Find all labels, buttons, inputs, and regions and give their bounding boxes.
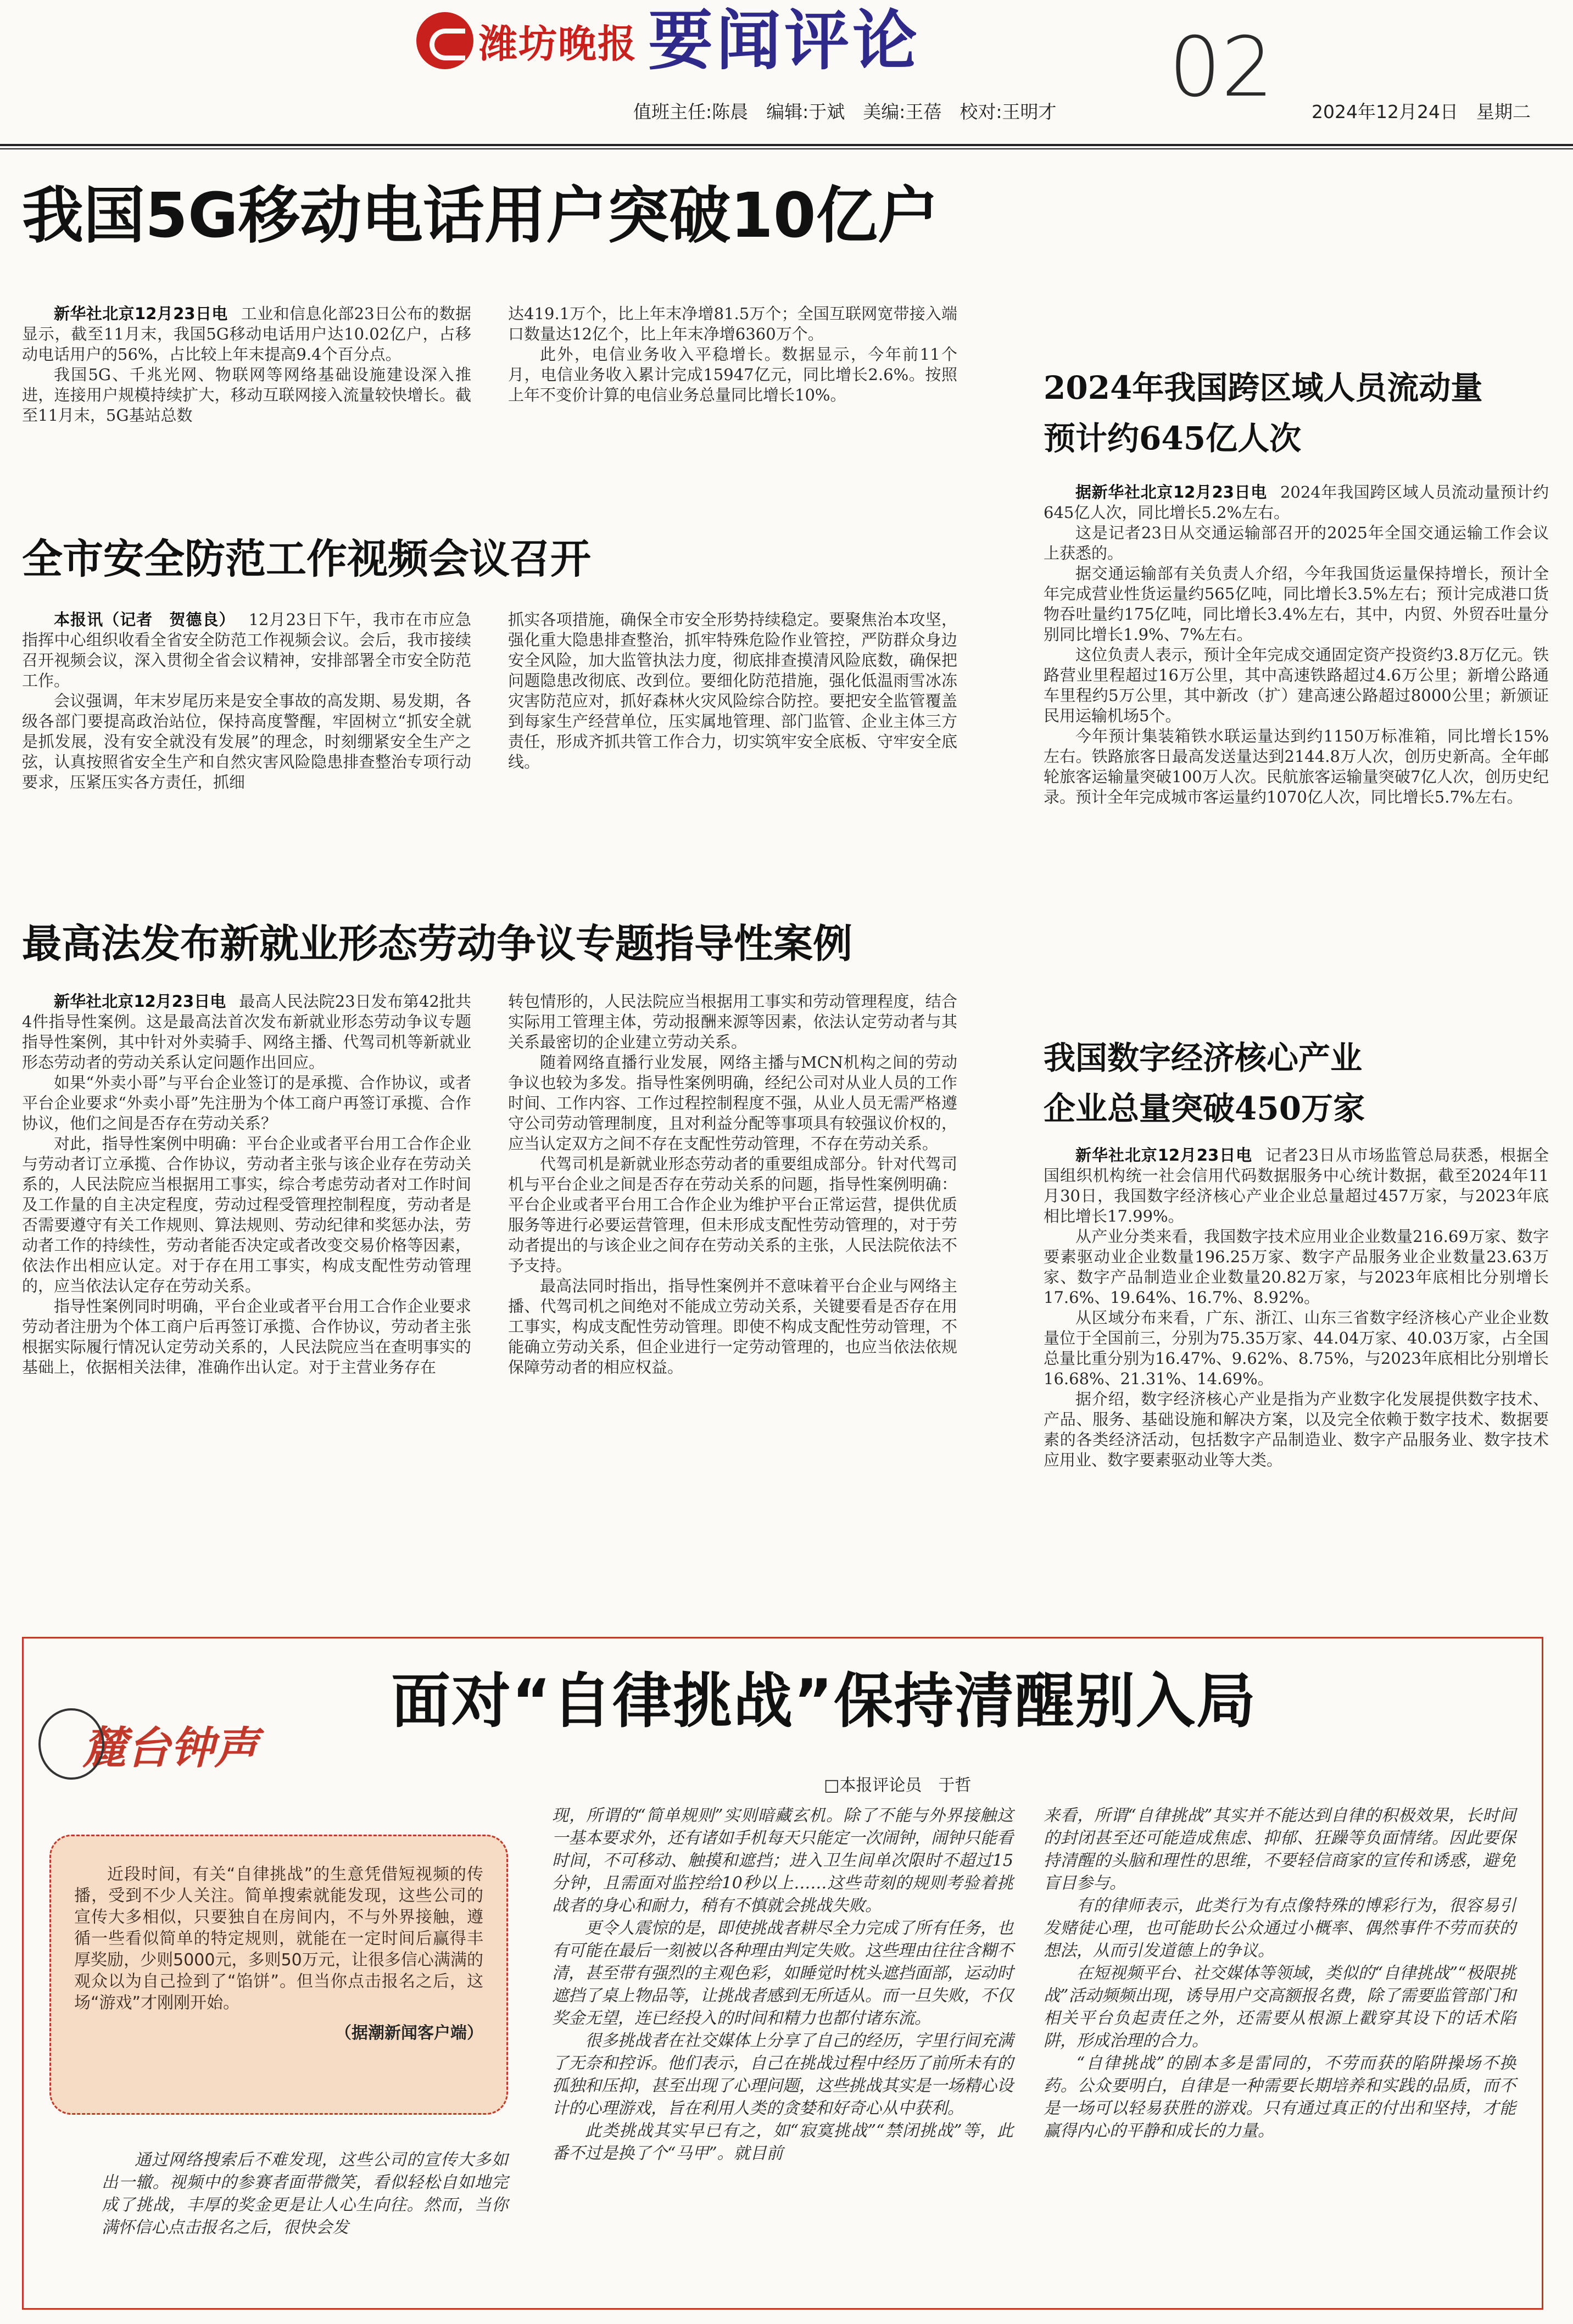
paragraph: 达419.1万个，比上年末净增81.5万个；全国互联网宽带接入端口数量达12亿个，比上年末净增6360万个。 <box>508 304 957 343</box>
paragraph: 本报讯（记者 贺德良） 12月23日下午，我市在市应急指挥中心组织收看全省安全防范工作视频会议。会后，我市接续召开视频会议，深入贯彻全省会议精神，安排部署全市安全防范工作。 <box>22 610 471 690</box>
article-safety-col2 <box>508 610 957 772</box>
paragraph: 指导性案例同时明确，平台企业或者平台用工合作企业要求劳动者注册为个体工商户后再签订承揽、合作协议，劳动者主张根据实际履行情况认定劳动关系的，人民法院应当在查明事实的基础上，依据相关法律，准确作出认定。对于主营业务存在 <box>22 1297 471 1376</box>
headline-digital <box>1044 1033 1365 1134</box>
dateline: 新华社北京12月23日电 <box>1075 1146 1253 1164</box>
headline-5g: 我国5G移动电话用户突破10亿户 <box>22 180 939 252</box>
paragraph: 如果“外卖小哥”与平台企业签订的是承揽、合作协议，或者平台企业要求“外卖小哥”先注册为个体工商户再签订承揽、合作协议，他们之间是否存在劳动关系？ <box>22 1073 471 1133</box>
paragraph: “自律挑战”的剧本多是雷同的，不劳而获的陷阱操场不换药。公众要明白，自律是一种需要长期培养和实践的品质，而不是一场可以轻易获胜的游戏。只有通过真正的付出和坚持，才能赢得内心的平静和成长的力量。 <box>1044 2054 1516 2141</box>
paragraph: 最高法同时指出，指导性案例并不意味着平台企业与网络主播、代驾司机之间绝对不能成立劳动关系，关键要看是否存在用工事实，构成支配性劳动管理。即使不构成支配性劳动管理，不能确立劳动关系，但企业进行一定劳动管理的，也应当依法依规保障劳动者的相应权益。 <box>508 1277 957 1376</box>
article-5g-col1 <box>22 304 471 426</box>
paragraph: 随着网络直播行业发展，网络主播与MCN机构之间的劳动争议也较为多发。指导性案例明确，经纪公司对从业人员的工作时间、工作内容、工作过程控制程度不强，从业人员无需严格遵守公司劳动管理制度，且对利益分配等事项具有较强议价权的，应当认定双方之间不存在支配性劳动管理，不存在劳动关系。 <box>508 1053 957 1153</box>
logo-mark-icon <box>416 12 473 69</box>
paragraph: 来看，所谓“自律挑战”其实并不能达到自律的积极效果，长时间的封闭甚至还可能造成焦虑、抑郁、狂躁等负面情绪。因此要保持清醒的头脑和理性的思维，不要轻信商家的宣传和诱惑，避免盲目参与。 <box>1044 1806 1516 1893</box>
headline-line: 我国数字经济核心产业 <box>1044 1039 1363 1077</box>
paragraph: 对此，指导性案例中明确：平台企业或者平台用工合作企业与劳动者订立承揽、合作协议，劳动者主张与该企业存在劳动关系的，人民法院应当根据用工事实，综合考虑劳动者对工作时间及工作量的自主决定程度，劳动过程受管理控制程度，劳动者是否需要遵守有关工作规则、算法规则、劳动纪律和奖惩办法，劳动者工作的持续性，劳动者能否决定或者改变交易价格等因素，依法作出相应认定。对于存在用工事实，构成支配性劳动管理的，应当依法认定存在劳动关系。 <box>22 1134 471 1295</box>
commentary-col1 <box>102 2149 508 2239</box>
headline-line: 企业总量突破450万家 <box>1044 1090 1365 1127</box>
staff-credits: 值班主任:陈晨 编辑:于斌 美编:王蓓 校对:王明才 <box>633 101 1057 122</box>
article-travel-body <box>1044 482 1549 807</box>
headline-commentary: 面对“自律挑战”保持清醒别入局 <box>391 1667 1257 1736</box>
paragraph: 现，所谓的“简单规则”实则暗藏玄机。除了不能与外界接触这一基本要求外，还有诸如手机每天只能定一次闹钟，闹钟只能看时间，不可移动、触摸和遮挡；进入卫生间单次限时不超过15分钟，且需面对监控给10秒以上……这些苛刻的规则考验着挑战者的身心和耐力，稍有不慎就会挑战失败。 <box>552 1806 1013 1915</box>
quote-text: 近段时间，有关“自律挑战”的生意凭借短视频的传播，受到不少人关注。简单搜索就能发现，这些公司的宣传大多相似，只要独自在房间内，不与外界接触，遵循一些看似简单的特定规则，就能在一定时间后赢得丰厚奖励，少则5000元，多则50万元，让很多信心满满的观众以为自己捡到了“馅饼”。但当你点击报名之后，这场“游戏”才刚刚开始。 <box>74 1865 483 2013</box>
headline-line: 2024年我国跨区域人员流动量 <box>1044 369 1483 406</box>
page-number: 02 <box>1169 20 1274 115</box>
paragraph: 有的律师表示，此类行为有点像特殊的博彩行为，很容易引发赌徒心理，也可能助长公众通过小概率、偶然事件不劳而获的想法，从而引发道德上的争议。 <box>1044 1896 1516 1960</box>
paragraph: 今年预计集装箱铁水联运量达到约1150万标准箱，同比增长15%左右。铁路旅客日最高发送量达到2144.8万人次，创历史新高。全年邮轮旅客运输量突破100万人次。民航旅客运输量突破7亿人次，创历史纪录。预计全年完成城市客运量约1070亿人次，同比增长5.7%左右。 <box>1044 727 1549 806</box>
issue-date: 2024年12月24日 星期二 <box>1312 101 1531 122</box>
section-title: 要闻评论 <box>648 2 921 79</box>
header-rule <box>0 144 1573 146</box>
paragraph: 从区域分布来看，广东、浙江、山东三省数字经济核心产业企业数量位于全国前三，分别为75.35万家、44.04万家、40.03万家，占全国总量比重分别为16.47%、9.62%、8.75%，与2023年底相比分别增长16.68%、21.31%、14.69%。 <box>1044 1308 1549 1388</box>
dateline: 新华社北京12月23日电 <box>54 992 226 1011</box>
dateline: 本报讯（记者 贺德良） <box>54 610 236 629</box>
paragraph: 新华社北京12月23日电 工业和信息化部23日公布的数据显示，截至11月末，我国5G移动电话用户达10.02亿户，占移动电话用户的56%，占比较上年末提高9.4个百分点。 <box>22 304 471 364</box>
headline-court: 最高法发布新就业形态劳动争议专题指导性案例 <box>22 921 853 967</box>
headline-safety: 全市安全防范工作视频会议召开 <box>22 536 591 583</box>
paragraph: 更令人震惊的是，即使挑战者耕尽全力完成了所有任务，也有可能在最后一刻被以各种理由判定失败。这些理由往往含糊不清，甚至带有强烈的主观色彩，如睡觉时枕头遮挡面部，运动时遮挡了桌上物品等，让挑战者感到无所适从。而一旦失败，不仅奖金无望，连已经投入的时间和精力也都付诸东流。 <box>552 1919 1013 2028</box>
paragraph: 这是记者23日从交通运输部召开的2025年全国交通运输工作会议上获悉的。 <box>1044 523 1549 562</box>
logo-text: 潍坊晚报 <box>479 21 637 66</box>
paragraph: 此类挑战其实早已有之，如“寂寞挑战”“禁闭挑战”等，此番不过是换了个“马甲”。就目前 <box>552 2121 1013 2163</box>
paragraph: 据介绍，数字经济核心产业是指为产业数字化发展提供数字技术、产品、服务、基础设施和解决方案，以及完全依赖于数字技术、数据要素的各类经济活动，包括数字产品制造业、数字产品服务业、数字技术应用业、数字要素驱动业等大类。 <box>1044 1390 1549 1469</box>
newspaper-logo <box>416 4 637 77</box>
paragraph: 转包情形的，人民法院应当根据用工事实和劳动管理程度，结合实际用工管理主体，劳动报酬来源等因素，依法认定劳动者与其关系最密切的企业建立劳动关系。 <box>508 992 957 1051</box>
paragraph: 据新华社北京12月23日电 2024年我国跨区域人员流动量预计约645亿人次，同比增长5.2%左右。 <box>1044 483 1549 522</box>
paragraph: 据交通运输部有关负责人介绍，今年我国货运量保持增长，预计全年完成营业性货运量约565亿吨，同比增长3.5%左右；预计完成港口货物吞吐量约175亿吨，同比增长3.4%左右，其中，内贸、外贸吞吐量分别同比增长1.9%、7%左右。 <box>1044 564 1549 644</box>
paragraph: 这位负责人表示，预计全年完成交通固定资产投资约3.8万亿元。铁路营业里程超过16万公里，其中高速铁路超过4.6万公里；新增公路通车里程约5万公里，其中新改（扩）建高速公路超过8000公里；新颁证民用运输机场5个。 <box>1044 645 1549 725</box>
paragraph: 通过网络搜索后不难发现，这些公司的宣传大多如出一辙。视频中的参赛者面带微笑，看似轻松自如地完成了挑战，丰厚的奖金更是让人心生向往。然而，当你满怀信心点击报名之后，很快会发 <box>102 2150 508 2237</box>
byline: □本报评论员 于哲 <box>824 1776 972 1795</box>
dateline: 据新华社北京12月23日电 <box>1075 483 1267 501</box>
dateline: 新华社北京12月23日电 <box>54 304 228 323</box>
commentary-col2 <box>552 1804 1013 2165</box>
paragraph: 代驾司机是新就业形态劳动者的重要组成部分。针对代驾司机与平台企业之间是否存在劳动关系的问题，指导性案例明确：平台企业或者平台用工合作企业为维护平台正常运营，提供优质服务等进行必要运营管理，但未形成支配性劳动管理的，对于劳动者提出的与该企业之间存在劳动关系的主张，人民法院依法不予支持。 <box>508 1155 957 1275</box>
paragraph: 很多挑战者在社交媒体上分享了自己的经历，字里行间充满了无奈和控诉。他们表示，自己在挑战过程中经历了前所未有的孤独和压抑，甚至出现了心理问题，这些挑战其实是一场精心设计的心理游戏，旨在利用人类的贪婪和好奇心从中获利。 <box>552 2031 1013 2118</box>
paragraph: 新华社北京12月23日电 最高人民法院23日发布第42批共4件指导性案例。这是最高法首次发布新就业形态劳动争议专题指导性案例，其中针对外卖骑手、网络主播、代驾司机等新就业形态劳动者的劳动关系认定问题作出回应。 <box>22 992 471 1072</box>
article-safety-col1 <box>22 610 471 793</box>
column-name: 麓台钟声 <box>82 1721 258 1774</box>
article-5g-col2 <box>508 304 957 405</box>
paragraph: 从产业分类来看，我国数字技术应用业企业数量216.69万家、数字要素驱动业企业数量196.25万家、数字产品服务业企业数量23.63万家、数字产品制造业企业数量20.82万家，与2023年底相比分别增长17.6%、19.64%、16.7%、8.92%。 <box>1044 1227 1549 1307</box>
paragraph: 新华社北京12月23日电 记者23日从市场监管总局获悉，根据全国组织机构统一社会信用代码数据服务中心统计数据，截至2024年11月30日，我国数字经济核心产业企业总量超过457万家，与2023年底相比增长17.99%。 <box>1044 1146 1549 1225</box>
headline-line: 预计约645亿人次 <box>1044 420 1302 457</box>
headline-travel <box>1044 363 1482 464</box>
column-brand <box>38 1708 258 1780</box>
bell-icon <box>38 1708 104 1780</box>
paragraph: 我国5G、千兆光网、物联网等网络基础设施建设深入推进，连接用户规模持续扩大，移动互联网接入流量较快增长。截至11月末，5G基站总数 <box>22 365 471 425</box>
paragraph: 在短视频平台、社交媒体等领域，类似的“自律挑战”“极限挑战”活动频频出现，诱导用户交高额报名费，除了需要监管部门和相关平台负起责任之外，还需要从根源上戳穿其设下的话术陷阱，形成治理的合力。 <box>1044 1964 1516 2050</box>
header-rule-thin <box>0 148 1573 149</box>
paragraph: 此外，电信业务收入平稳增长。数据显示，今年前11个月，电信业务收入累计完成15947亿元，同比增长2.6%。按照上年不变价计算的电信业务总量同比增长10%。 <box>508 345 957 404</box>
quote-box <box>49 1835 508 2115</box>
paragraph: 抓实各项措施，确保全市安全形势持续稳定。要聚焦治本攻坚，强化重大隐患排查整治，抓牢特殊危险作业管控，严防群众身边安全风险，加大监管执法力度，彻底排查摸清风险底数，确保把问题隐患改彻底、改到位。要细化防范措施，强化低温雨雪冰冻灾害防范应对，抓好森林火灾风险综合防控。要把安全监管覆盖到每家生产经营单位，压实属地管理、部门监管、企业主体三方责任，形成齐抓共管工作合力，切实筑牢安全底板、守牢安全底线。 <box>508 610 957 771</box>
quote-source: （据潮新闻客户端） <box>335 2024 483 2043</box>
paragraph: 会议强调，年末岁尾历来是安全事故的高发期、易发期，各级各部门要提高政治站位，保持高度警醒，牢固树立“抓安全就是抓发展，没有安全就没有发展”的理念，时刻绷紧安全生产之弦，认真按照省安全生产和自然灾害风险隐患排查整治专项行动要求，压紧压实各方责任，抓细 <box>22 692 471 792</box>
article-digital-body <box>1044 1145 1549 1470</box>
article-court-col1 <box>22 991 471 1378</box>
article-court-col2 <box>508 991 957 1378</box>
commentary-col3 <box>1044 1804 1516 2142</box>
